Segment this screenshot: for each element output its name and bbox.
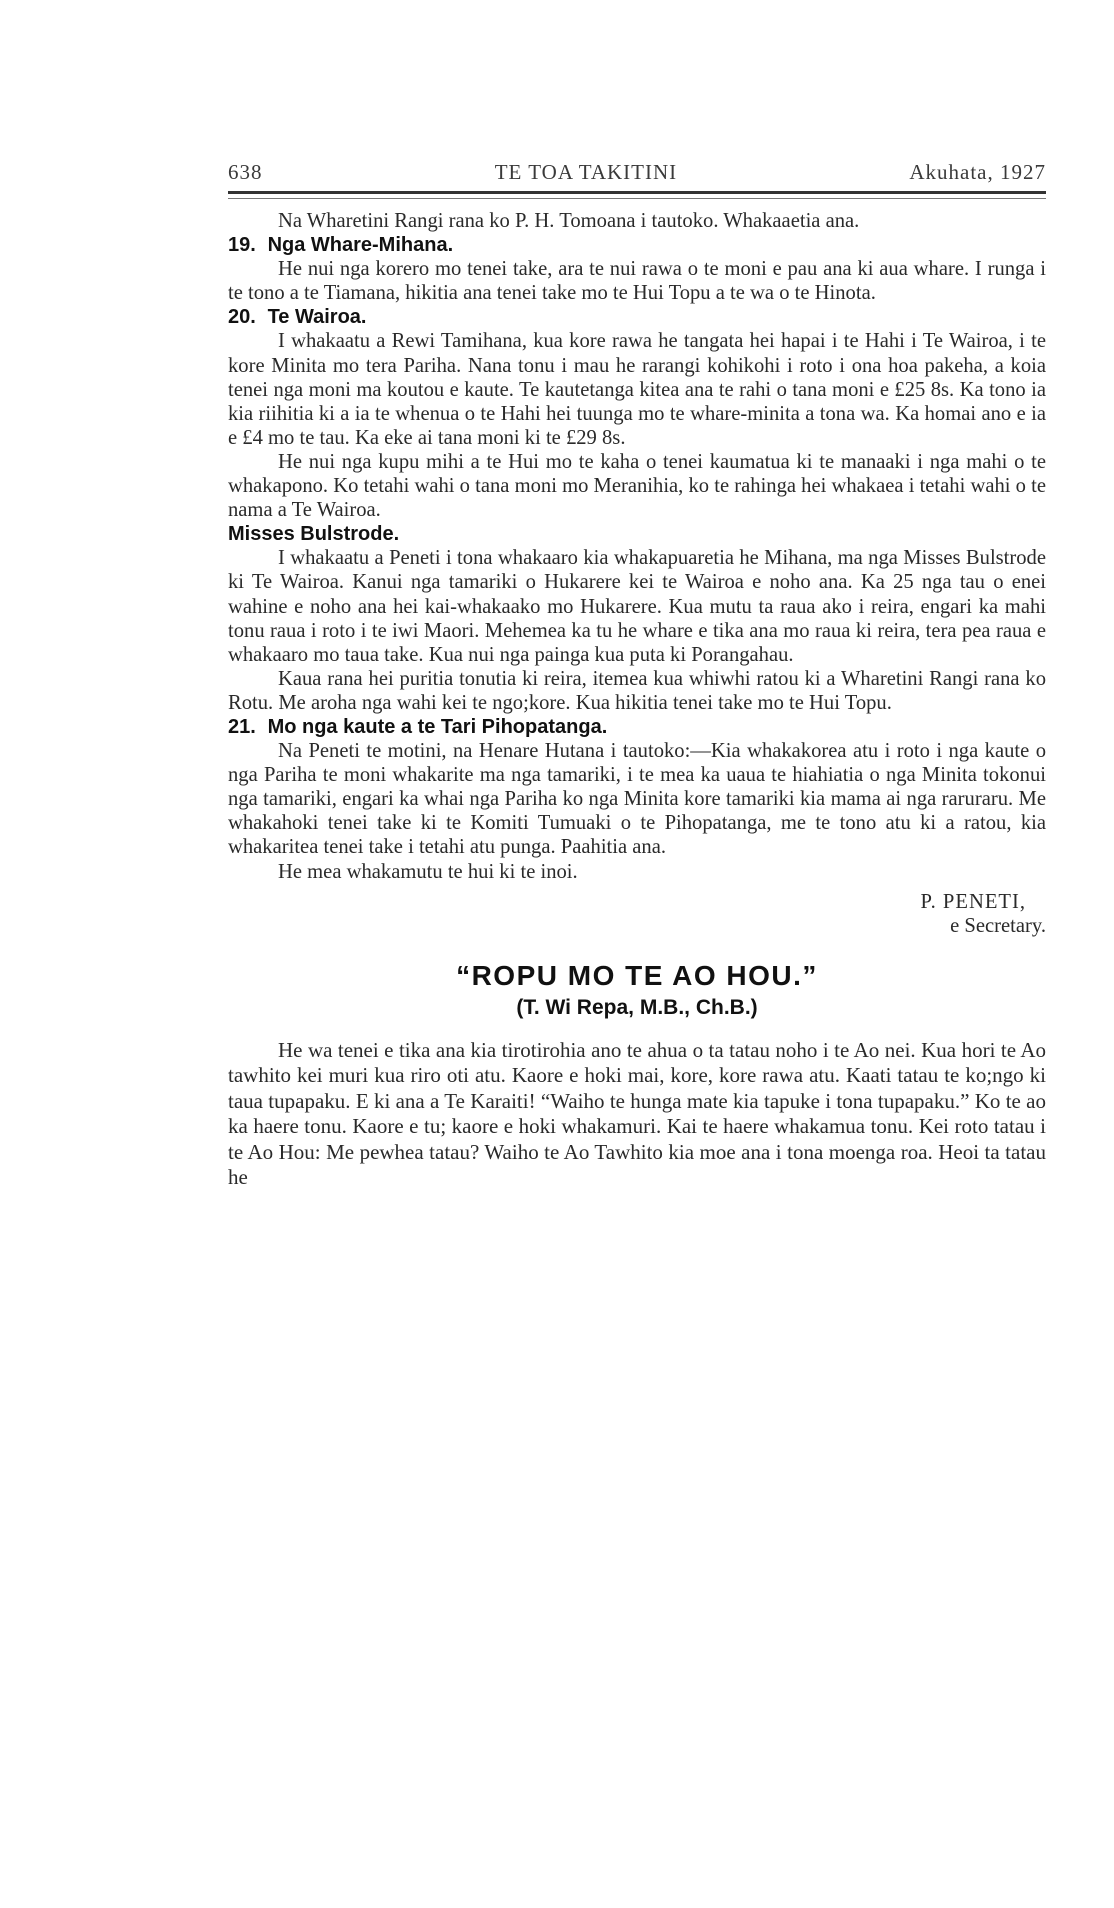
article-title: “ROPU MO TE AO HOU.” <box>456 959 818 991</box>
running-header <box>228 160 1046 185</box>
misses-paragraph-1: I whakaatu a Peneti i tona whakaaro kia whakapuaretia he Mihana, ma nga Misses Bulstrode ki Te Wairoa. Kanui nga tamariki o Hukarere kei te Wairoa e noho ana. Ka 25 nga tau o enei wahine e noho ana hei kai-whakaako mo Hukarere. Kua mutu ta raua ako i reira, engari ka mahi tonu raua i roto i te iwi Maori. Mehemea ka tu he whare e tika ana mo raua ki reira, tera pea raua e whakaaro mo taua take. Kua nui nga painga kua puta ki Porangahau. <box>228 547 1046 666</box>
intro-paragraph: Na Wharetini Rangi rana ko P. H. Tomoana i tautoko. Whakaaetia ana. <box>278 210 860 232</box>
issue-date: Akuhata, 1927 <box>909 160 1046 184</box>
misses-paragraph-2: Kaua rana hei puritia tonutia ki reira, itemea kua whiwhi ratou ki a Wharetini Rangi rana ko Rotu. Me aroha nga wahi kei te ngo;kore. Kua hikitia tenei take mo te Hui Topu. <box>228 667 1046 714</box>
section-number: 19. <box>228 234 256 257</box>
minutes-body <box>228 209 1046 938</box>
section-21-heading <box>228 715 1046 739</box>
section-19-heading <box>228 233 1046 257</box>
section-title: Te Wairoa. <box>267 306 367 329</box>
header-rule <box>228 191 1046 194</box>
signature-title: e Secretary. <box>950 914 1046 937</box>
misses-bulstrode-heading: Misses Bulstrode. <box>228 523 400 546</box>
section-20-paragraph-2: He nui nga kupu mihi a te Hui mo te kaha o tenei kaumatua ki te manaaki i nga mahi o te whakapono. Ko tetahi wahi o tana moni mo Meranihia, ko te rahinga hei whakaea i tetahi wahi o te nama a Te Wairoa. <box>228 450 1046 522</box>
section-21-paragraph-1: Na Peneti te motini, na Henare Hutana i tautoko:—Kia whakakorea atu i roto i nga kaute o nga Pariha te moni whakarite ma nga tamariki, i te mea ka uaua te hiahiatia o nga Minita tokonui nga tamariki, engari ka whai nga Pariha ko nga Minita kore tamariki kia mama ai nga raruraru. Me whakahoki tenei take ki te Komiti Tumuaki o te Pihopatanga, me te tono atu ki a ratou, kia whakaritea tenei take i tetahi atu punga. Paahitia ana. <box>228 740 1046 859</box>
section-title: Mo nga kaute a te Tari Pihopatanga. <box>267 715 608 738</box>
section-20-paragraph-1: I whakaatu a Rewi Tamihana, kua kore rawa he tangata hei hapai i te Hahi i Te Wairoa, i te kore Minita mo tera Pariha. Nana tonu i mau he rarangi kohikohi i roto i ona hoa pakeha, a koia tenei nga moni ma koutou e kaute. Te kautetanga kitea ana te rahi o tana moni e £25 8s. Ka tono ia kia riihitia ki a ia te whenua o te Hahi hei tuunga mo te whare-minita a tona wa. Ka homai ano e ia e £4 mo te tau. Ka eke ai tana moni ki te £29 8s. <box>228 330 1046 449</box>
signature-block <box>228 890 1046 938</box>
section-title: Nga Whare-Mihana. <box>267 234 454 257</box>
section-number: 20. <box>228 306 256 329</box>
journal-title: TE TOA TAKITINI <box>494 160 678 184</box>
signature-name: P. PENETI, <box>920 890 1026 913</box>
section-20-heading <box>228 305 1046 329</box>
header-rule-thin <box>228 198 1046 199</box>
article-paragraph: He wa tenei e tika ana kia tirotirohia ano te ahua o ta tatau noho i te Ao nei. Kua hori te Ao tawhito kei muri kua riro oti atu. Kaore e hoki mai, kore, kore rawa atu. Kaati tatau te ko;ngo ki taua tupapaku. E ki ana a Te Karaiti! “Waiho te hunga mate kia tapuke i tona tupapaku.” Ko te ao ka haere tonu. Kaore e tu; kaore e hoki whakamuri. Kai te haere whakamua tonu. Kei roto tatau i te Ao Hou: Me pewhea tatau? Waiho te Ao Tawhito kia moe ana i tona moenga roa. Heoi ta tatau he <box>228 1037 1046 1190</box>
article-author: (T. Wi Repa, M.B., Ch.B.) <box>516 995 758 1019</box>
section-21-paragraph-2: He mea whakamutu te hui ki te inoi. <box>278 860 578 883</box>
section-number: 21. <box>228 715 256 738</box>
page-number: 638 <box>228 160 263 184</box>
article-body <box>228 1038 1046 1191</box>
page <box>228 160 1046 1191</box>
section-19-paragraph: He nui nga korero mo tenei take, ara te nui rawa o te moni e pau ana ki aua whare. I runga i te tono a te Tiamana, hikitia ana tenei take mo te Hui Topu a te wa o te Hinota. <box>228 258 1046 305</box>
